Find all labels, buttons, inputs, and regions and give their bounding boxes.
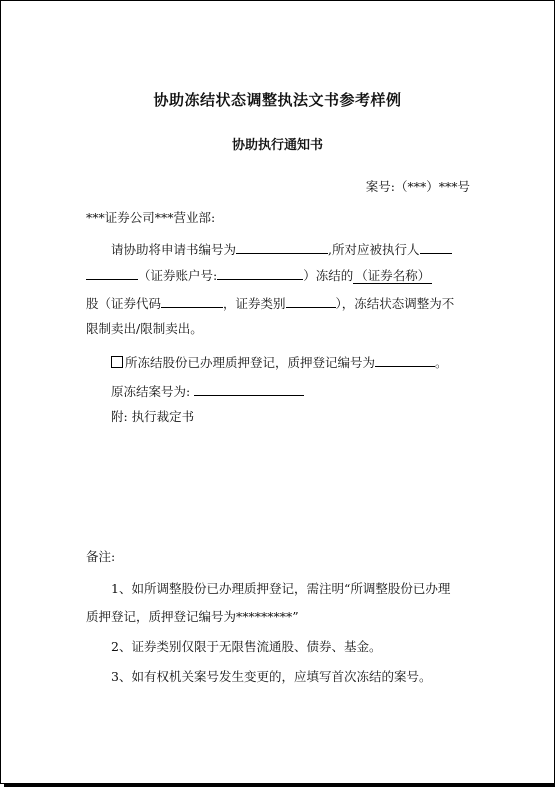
executee-blank-continued[interactable]: [86, 265, 138, 280]
note-2: 2、证券类别仅限于无限售流通股、债券、基金。: [111, 639, 382, 654]
note-1-line-2: 质押登记，质押登记编号为*********”: [86, 609, 299, 624]
original-case-label: 原冻结案号为:: [111, 384, 191, 399]
body-line-4: 限制卖出/限制卖出。: [86, 321, 203, 336]
executee-blank[interactable]: [420, 239, 452, 254]
note-3: 3、如有权机关案号发生变更的，应填写首次冻结的案号。: [111, 669, 432, 684]
pledge-line: [111, 352, 448, 371]
securities-type-blank[interactable]: [286, 293, 336, 308]
body-line-2-text-b: ）冻结的: [303, 268, 354, 283]
body-line-2-text-a: （证券账户号:: [138, 268, 218, 283]
addressee: ***证券公司***营业部:: [86, 210, 216, 225]
body-line-1-text-b: ,所对应被执行人: [328, 242, 420, 257]
original-case-blank[interactable]: [194, 381, 304, 396]
securities-name-blank[interactable]: （证券名称）: [355, 268, 431, 283]
case-number: 案号:（***）***号: [365, 179, 470, 194]
pledge-number-blank[interactable]: [375, 352, 435, 367]
document-subtitle: 协助执行通知书: [231, 138, 323, 153]
body-line-3-text-a: 股（证券代码: [86, 296, 162, 311]
notes-label: 备注:: [86, 549, 116, 564]
body-line-1: [111, 239, 452, 258]
body-line-1-text-a: 请协助将申请书编号为: [111, 242, 237, 257]
securities-account-blank[interactable]: [217, 265, 303, 280]
body-line-3: [86, 293, 454, 312]
application-number-blank[interactable]: [236, 239, 328, 254]
note-1-line-1: 1、如所调整股份已办理质押登记，需注明“所调整股份已办理: [111, 581, 451, 596]
pledge-text: 所冻结股份已办理质押登记，质押登记编号为: [125, 355, 376, 370]
body-line-3-text-c: ），冻结状态调整为不: [335, 296, 455, 311]
body-line-2: [86, 265, 432, 284]
attachment-line: 附: 执行裁定书: [111, 409, 195, 424]
securities-code-blank[interactable]: [161, 293, 223, 308]
pledge-checkbox[interactable]: [111, 356, 123, 368]
document-title: 协助冻结状态调整执法文书参考样例: [153, 91, 402, 109]
original-case-line: [111, 381, 304, 400]
pledge-period: 。: [435, 355, 448, 370]
body-line-3-text-b: ，证券类别: [223, 296, 286, 311]
